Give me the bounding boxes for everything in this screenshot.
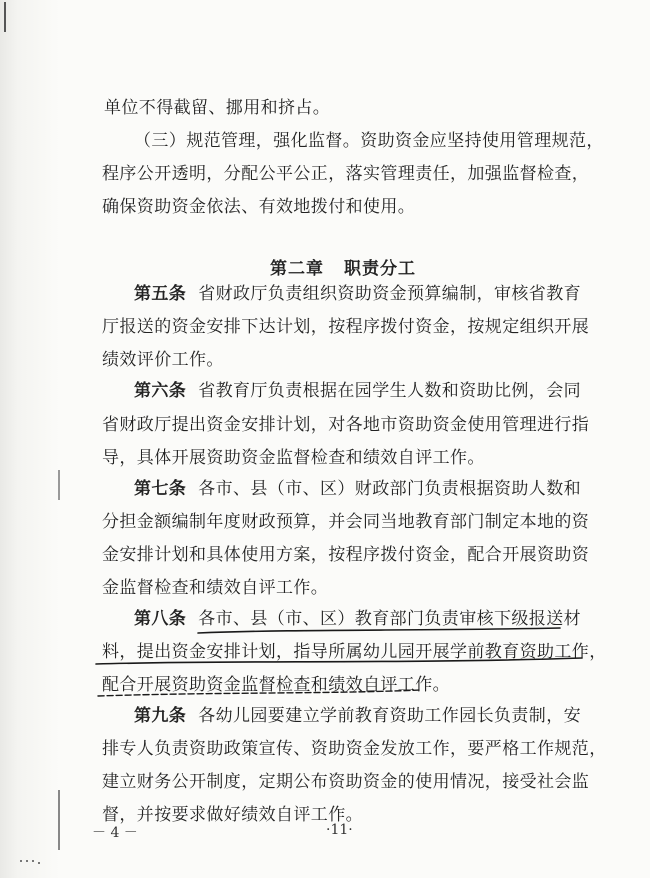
text-line: 省财政厅提出资金安排计划，对各地市资助资金使用管理进行指 [102, 415, 590, 435]
text-line: 程序公开透明，分配公平公正，落实管理责任，加强监督检查， [102, 164, 590, 184]
scan-speck [38, 862, 40, 864]
article-text: 省财政厅负责组织资助资金预算编制，审核省教育 [198, 284, 582, 304]
binding-mark [58, 790, 60, 850]
text-line: （三）规范管理，强化监督。资助资金应坚持使用管理规范， [134, 131, 604, 151]
scan-speck [20, 860, 22, 862]
chapter-title: 职责分工 [344, 259, 416, 279]
article-label: 第五条 [134, 284, 187, 304]
article-first-line [134, 479, 581, 499]
chapter-number: 第二章 [270, 259, 324, 279]
article-label: 第八条 [134, 609, 187, 629]
text-line: 导，具体开展资助资金监督检查和绩效自评工作。 [102, 448, 485, 468]
text-line: 厅报送的资金安排下达计划，按程序拨付资金，按规定组织开展 [102, 317, 590, 337]
binding-mark [4, 2, 6, 32]
text-line: 建立财务公开制度，定期公布资助资金的使用情况，接受社会监 [102, 772, 590, 792]
text-line: 排专人负责资助政策宣传、资助资金发放工作，要严格工作规范， [102, 739, 607, 759]
scan-speck [26, 860, 28, 862]
article-first-line [134, 381, 581, 401]
page-number-center: ·11· [326, 822, 353, 838]
text-line: 金监督检查和绩效自评工作。 [102, 578, 329, 598]
text-line: 单位不得截留、挪用和挤占。 [104, 98, 331, 118]
text-line: 配合开展资助资金监督检查和绩效自评工作。 [102, 675, 450, 695]
scan-speck [32, 860, 34, 862]
article-text: 省教育厅负责根据在园学生人数和资助比例，会同 [198, 381, 582, 401]
page-number-left: － 4 － [92, 825, 138, 841]
article-label: 第九条 [134, 706, 187, 726]
article-label: 第六条 [134, 381, 187, 401]
article-first-line [134, 609, 581, 629]
text-line: 分担金额编制年度财政预算，并会同当地教育部门制定本地的资 [102, 512, 590, 532]
binding-mark [58, 470, 60, 500]
text-line: 督，并按要求做好绩效自评工作。 [102, 805, 363, 825]
article-first-line [134, 706, 581, 726]
text-line: 金安排计划和具体使用方案，按程序拨付资金，配合开展资助资 [102, 545, 590, 565]
article-text: 各市、县（市、区）教育部门负责审核下级报送材 [198, 609, 582, 629]
binding-edge [0, 0, 60, 878]
text-line: 料，提出资金安排计划，指导所属幼儿园开展学前教育资助工作， [102, 642, 607, 662]
text-line: 确保资助资金依法、有效地拨付和使用。 [102, 197, 416, 217]
article-text: 各市、县（市、区）财政部门负责根据资助人数和 [198, 479, 582, 499]
article-text: 各幼儿园要建立学前教育资助工作园长负责制，安 [198, 706, 582, 726]
article-first-line [134, 284, 581, 304]
chapter-heading [18, 254, 650, 279]
text-line: 绩效评价工作。 [102, 350, 224, 370]
article-label: 第七条 [134, 479, 187, 499]
